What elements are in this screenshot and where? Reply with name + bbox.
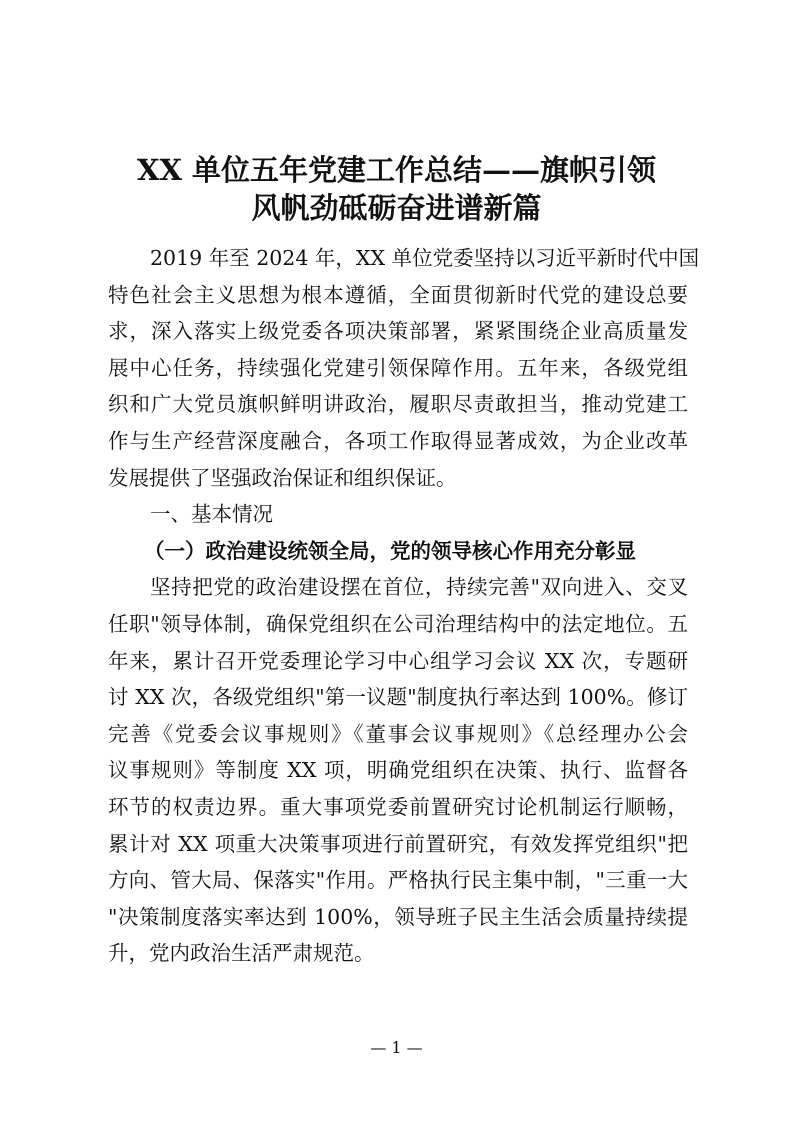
intro-paragraph bbox=[108, 240, 700, 496]
text-line: 年来，累计召开党委理论学习中心组学习会议 XX 次，专题研 bbox=[108, 648, 688, 673]
text-line: 展中心任务，持续强化党建引领保障作用。五年来，各级党组 bbox=[108, 355, 688, 380]
document-body bbox=[108, 240, 700, 972]
text-line: 升，党内政治生活严肃规范。 bbox=[108, 941, 375, 966]
text-line: 讨 XX 次，各级党组织"第一议题"制度执行率达到 100%。修订 bbox=[108, 685, 688, 710]
text-line: 坚持把党的政治建设摆在首位，持续完善"双向进入、交叉 bbox=[150, 575, 688, 600]
text-line: 环节的权责边界。重大事项党委前置研究讨论机制运行顺畅， bbox=[108, 794, 688, 819]
text-line: 议事规则》等制度 XX 项，明确党组织在决策、执行、监督各 bbox=[108, 758, 688, 783]
text-line: 方向、管大局、保落实"作用。严格执行民主集中制，"三重一大 bbox=[108, 868, 688, 893]
text-line: "决策制度落实率达到 100%，领导班子民主生活会质量持续提 bbox=[108, 904, 688, 929]
page-number: — 1 — bbox=[370, 1038, 423, 1057]
text-line: 求，深入落实上级党委各项决策部署，紧紧围绕企业高质量发 bbox=[108, 319, 688, 344]
text-line: 2019 年至 2024 年，XX 单位党委坚持以习近平新时代中国 bbox=[150, 246, 700, 270]
body-paragraph bbox=[108, 569, 688, 972]
title-line: 风帆劲砥砺奋进谱新篇 bbox=[251, 191, 542, 225]
section-heading: 一、基本情况 bbox=[150, 502, 273, 527]
text-line: 特色社会主义思想为根本遵循，全面贯彻新时代党的建设总要 bbox=[108, 282, 688, 307]
text-line: 完善《党委会议事规则》《董事会议事规则》《总经理办公会 bbox=[108, 721, 688, 746]
text-line: 织和广大党员旗帜鲜明讲政治，履职尽责敢担当，推动党建工 bbox=[108, 392, 688, 417]
text-line: 发展提供了坚强政治保证和组织保证。 bbox=[108, 465, 457, 490]
text-line: 任职"领导体制，确保党组织在公司治理结构中的法定地位。五 bbox=[108, 611, 688, 636]
text-line: 作与生产经营深度融合，各项工作取得显著成效，为企业改革 bbox=[108, 428, 688, 453]
subsection-heading: （一）政治建设统领全局，党的领导核心作用充分彰显 bbox=[144, 538, 636, 563]
document-title bbox=[0, 151, 793, 227]
title-line: XX 单位五年党建工作总结——旗帜引领 bbox=[136, 153, 657, 187]
text-line: 累计对 XX 项重大决策事项进行前置研究，有效发挥党组织"把 bbox=[108, 831, 688, 856]
